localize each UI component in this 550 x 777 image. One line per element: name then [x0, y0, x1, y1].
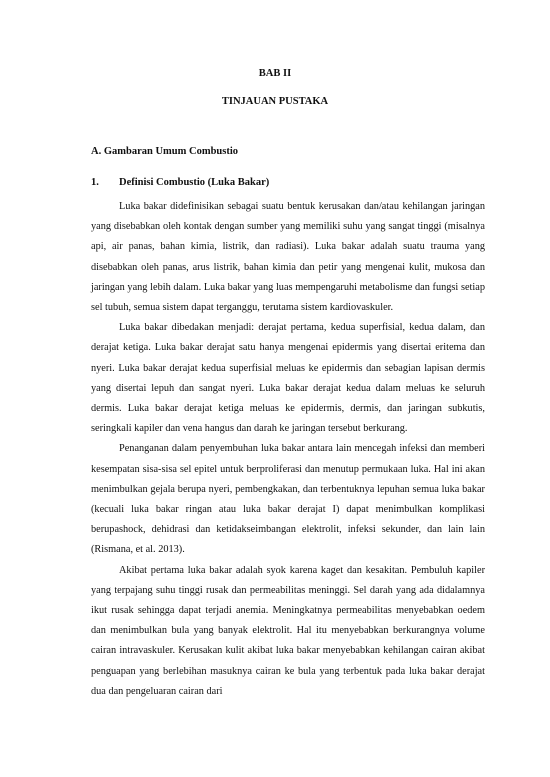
body-text	[91, 197, 485, 702]
chapter-heading: BAB II	[258, 68, 292, 79]
paragraph: Luka bakar dibedakan menjadi: derajat pertama, kedua superfisial, kedua dalam, dan derajat ketiga. Luka bakar derajat satu hanya mengenai epidermis yang disertai eritema dan nyeri. Luka bakar derajat kedua superfisial meluas ke epidermis dan sebagian lapisan dermis yang disertai lepuh dan sangat nyeri. Luka bakar derajat kedua dalam meluas ke seluruh dermis. Luka bakar derajat ketiga meluas ke epidermis, dermis, dan jaringan subkutis, seringkali kapiler dan vena hangus dan darah ke jaringan tersebut berkurang.	[91, 322, 485, 435]
subsection-heading	[91, 177, 269, 188]
chapter-title: TINJAUAN PUSTAKA	[221, 96, 329, 107]
paragraph: Luka bakar didefinisikan sebagai suatu bentuk kerusakan dan/atau kehilangan jaringan yang disebabkan oleh kontak dengan sumber yang memiliki suhu yang sangat tinggi (misalnya api, air panas, bahan kimia, listrik, dan radiasi). Luka bakar adalah suatu trauma yang disebabkan oleh panas, arus listrik, bahan kimia dan petir yang mengenai kulit, mukosa dan jaringan yang lebih dalam. Luka bakar yang luas mempengaruhi metabolisme dan fungsi setiap sel tubuh, semua sistem dapat terganggu, terutama sistem kardiovaskuler.	[91, 201, 485, 314]
paragraph: Akibat pertama luka bakar adalah syok karena kaget dan kesakitan. Pembuluh kapiler yang terpajang suhu tinggi rusak dan permeabilitas meninggi. Sel darah yang ada didalamnya ikut rusak sehingga dapat terjadi anemia. Meningkatnya permeabilitas menyebabkan oedem dan menimbulkan bula yang banyak elektrolit. Hal itu menyebabkan berkurangnya volume cairan intravaskuler. Kerusakan kulit akibat luka bakar menyebabkan kehilangan cairan akibat penguapan yang berlebihan masuknya cairan ke bula yang terbentuk pada luka bakar derajat dua dan pengeluaran cairan dari	[91, 564, 485, 697]
paragraph: Penanganan dalam penyembuhan luka bakar antara lain mencegah infeksi dan memberi kesempatan sisa-sisa sel epitel untuk berproliferasi dan menutup permukaan luka. Hal ini akan menimbulkan gejala berupa nyeri, pembengkakan, dan terbentuknya lepuhan semua luka bakar (kecuali luka bakar ringan atau luka bakar derajat I) dapat menimbulkan komplikasi berupashock, dehidrasi dan ketidakseimbangan elektrolit, infeksi sekunder, dan lain lain (Rismana, et al. 2013).	[91, 443, 485, 556]
section-heading: A. Gambaran Umum Combustio	[91, 146, 239, 157]
subsection-number: 1.	[91, 177, 99, 188]
subsection-title: Definisi Combustio (Luka Bakar)	[119, 177, 270, 188]
